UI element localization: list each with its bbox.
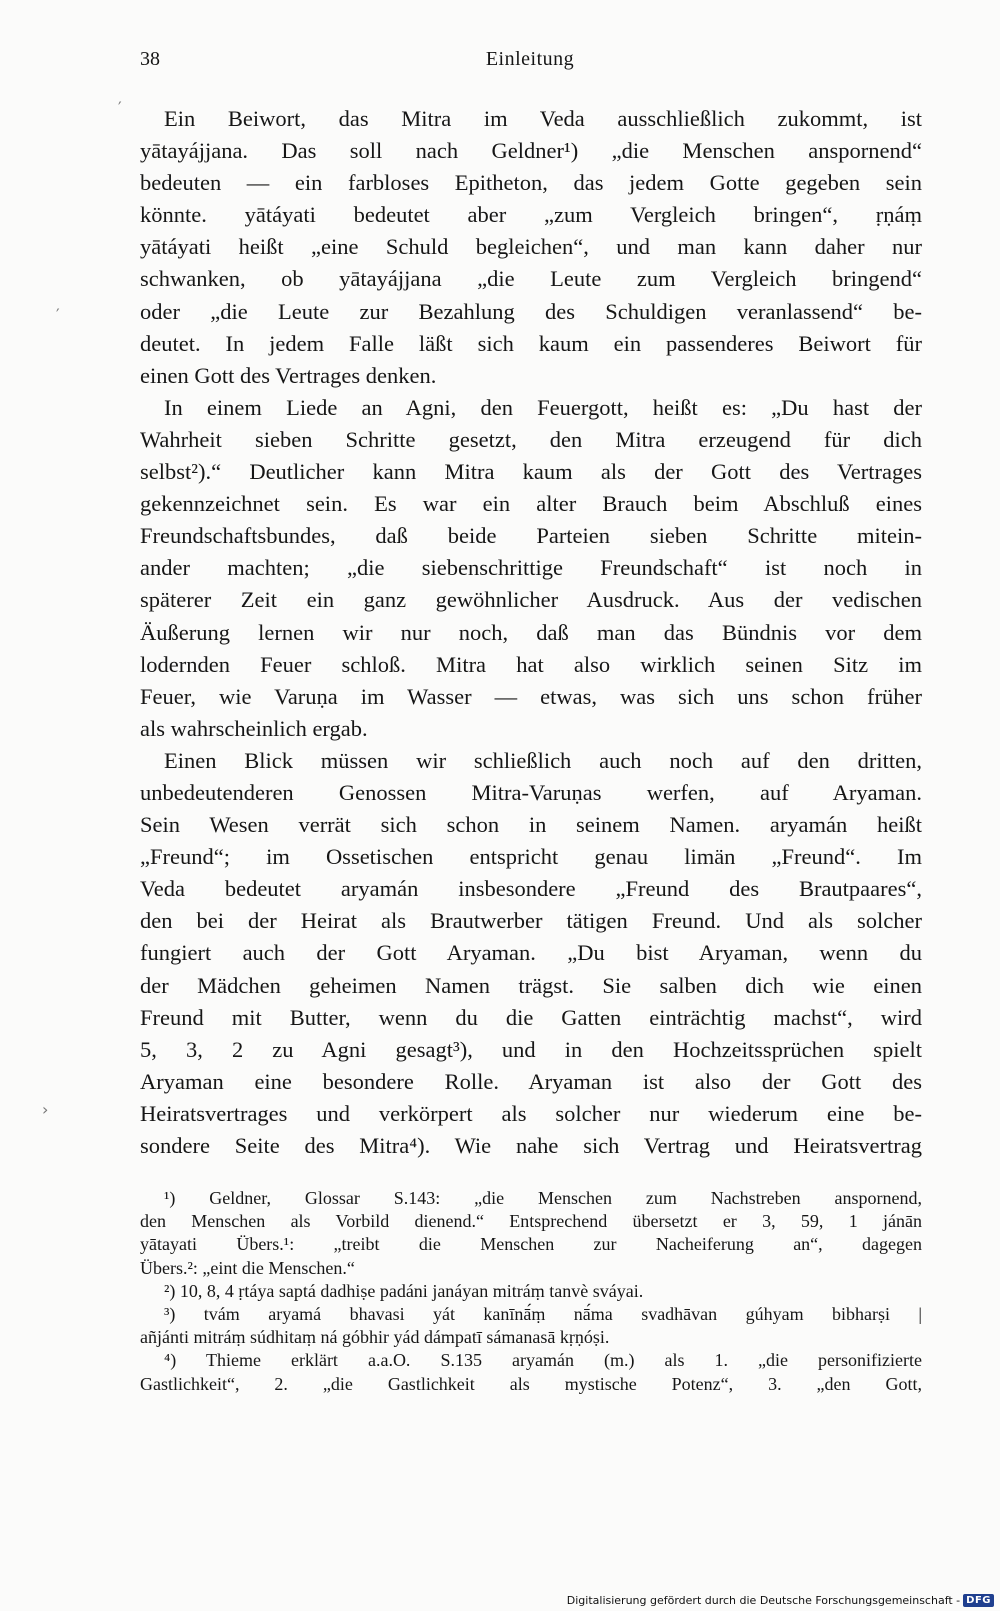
text-line: Einen Blick müssen wir schließlich auch noch auf den dritten, <box>164 747 922 773</box>
text-line: oder „die Leute zur Bezahlung des Schuldigen veranlassend“ be- <box>140 298 922 324</box>
footnote-line: den Menschen als Vorbild dienend.“ Entsprechend übersetzt er 3, 59, 1 jánān <box>140 1211 922 1232</box>
footnote-line: ⁴) Thieme erklärt a.a.O. S.135 aryamán (m.) als 1. „die personifizierte <box>164 1350 922 1371</box>
page-number: 38 <box>140 48 160 70</box>
text-line: bedeuten — ein farbloses Epitheton, das jedem Gotte gegeben sein <box>140 170 922 196</box>
text-line: den bei der Heirat als Brautwerber tätigen Freund. Und als solcher <box>140 908 922 934</box>
text-line: Feuer, wie Varuṇa im Wasser — etwas, was sich uns schon früher <box>140 683 922 709</box>
footnote-line: ²) 10, 8, 4 ṛtáya saptá dadhiṣe padáni janáyan mitráṃ tanvè sváyai. <box>164 1280 644 1301</box>
text-line: selbst²).“ Deutlicher kann Mitra kaum als der Gott des Vertrages <box>140 459 922 485</box>
dfg-logo: DFG <box>963 1594 994 1607</box>
text-line: einen Gott des Vertrages denken. <box>140 362 437 388</box>
text-line: ander machten; „die siebenschrittige Freundschaft“ ist noch in <box>140 555 922 581</box>
text-line: gekennzeichnet sein. Es war ein alter Brauch beim Abschluß eines <box>140 491 922 517</box>
margin-tick-mark: ′ <box>118 98 122 117</box>
footnote-line: ¹) Geldner, Glossar S.143: „die Menschen zum Nachstreben anspornend, <box>164 1188 922 1208</box>
margin-tick-mark: ′ <box>56 305 60 324</box>
text-line: Heiratsvertrages und verkörpert als solcher nur wiederum eine be- <box>140 1100 922 1126</box>
text-line: Äußerung lernen wir nur noch, daß man das Bündnis vor dem <box>140 619 922 645</box>
text-line: als wahrscheinlich ergab. <box>140 715 368 741</box>
text-line: lodernden Feuer schloß. Mitra hat also wirklich seinen Sitz im <box>140 651 922 677</box>
text-line: „Freund“; im Ossetischen entspricht genau limän „Freund“. Im <box>140 844 922 870</box>
text-line: schwanken, ob yātayájjana „die Leute zum Vergleich bringend“ <box>140 266 922 292</box>
running-head-title: Einleitung <box>485 48 575 70</box>
footnote-line: ³) tvám aryamá bhavasi yát kanīnā́ṃ nā́ma svadhāvan gúhyam bibharṣi | <box>164 1303 922 1324</box>
text-line: späterer Zeit ein ganz gewöhnlicher Ausdruck. Aus der vedischen <box>140 587 922 613</box>
text-line: Freundschaftsbundes, daß beide Parteien sieben Schritte mitein- <box>140 523 922 549</box>
text-line: yātayájjana. Das soll nach Geldner¹) „die Menschen anspornend“ <box>140 138 922 164</box>
text-line: Wahrheit sieben Schritte gesetzt, den Mitra erzeugend für dich <box>140 426 922 452</box>
text-line: Sein Wesen verrät sich schon in seinem Namen. aryamán heißt <box>140 812 922 838</box>
text-line: der Mädchen geheimen Namen trägst. Sie salben dich wie einen <box>140 972 922 998</box>
credit-text: Digitalisierung gefördert durch die Deutsche Forschungsgemeinschaft - <box>566 1594 961 1607</box>
text-line: Freund mit Butter, wenn du die Gatten einträchtig machst“, wird <box>140 1004 922 1030</box>
text-line: yātáyati heißt „eine Schuld begleichen“, und man kann daher nur <box>140 234 922 260</box>
text-line: sondere Seite des Mitra⁴). Wie nahe sich Vertrag und Heiratsvertrag <box>140 1133 922 1158</box>
footnote-line: yātayati Übers.¹: „treibt die Menschen zur Nacheiferung an“, dagegen <box>140 1234 922 1255</box>
footnote-line: añjánti mitráṃ súdhitaṃ ná góbhir yád dámpatī sámanasā kṛṇóṣi. <box>140 1327 610 1348</box>
text-line: fungiert auch der Gott Aryaman. „Du bist Aryaman, wenn du <box>140 940 922 966</box>
margin-tick-mark: › <box>42 1100 49 1119</box>
footnote-line: Gastlichkeit“, 2. „die Gastlichkeit als mystische Potenz“, 3. „den Gott, <box>140 1373 922 1394</box>
text-line: In einem Liede an Agni, den Feuergott, heißt es: „Du hast der <box>164 394 922 420</box>
digitization-credit <box>567 1594 994 1607</box>
text-line: Veda bedeutet aryamán insbesondere „Freund des Brautpaares“, <box>140 876 922 902</box>
footnote-line: Übers.²: „eint die Menschen.“ <box>140 1257 355 1278</box>
text-line: Aryaman eine besondere Rolle. Aryaman ist also der Gott des <box>140 1068 922 1094</box>
text-line: 5, 3, 2 zu Agni gesagt³), und in den Hochzeitssprüchen spielt <box>140 1036 922 1062</box>
footnotes <box>140 1187 922 1396</box>
running-head <box>140 48 920 78</box>
text-line: Ein Beiwort, das Mitra im Veda ausschließlich zukommt, ist <box>164 106 922 131</box>
main-text <box>140 103 922 1162</box>
text-line: könnte. yātáyati bedeutet aber „zum Vergleich bringen“, ṛṇáṃ <box>140 202 922 228</box>
text-line: deutet. In jedem Falle läßt sich kaum ein passenderes Beiwort für <box>140 330 922 356</box>
text-line: unbedeutenderen Genossen Mitra-Varuṇas werfen, auf Aryaman. <box>140 779 922 805</box>
